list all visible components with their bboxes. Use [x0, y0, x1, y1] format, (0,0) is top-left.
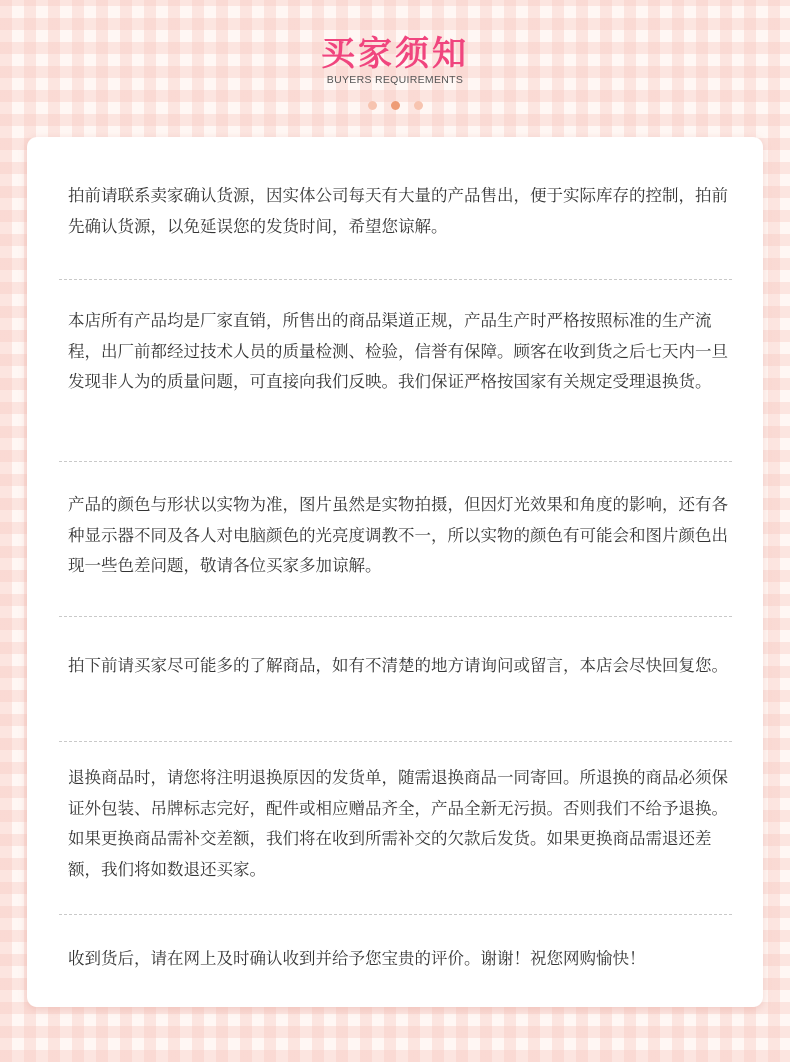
page-subtitle: BUYERS REQUIREMENTS	[326, 74, 464, 86]
section-divider	[59, 741, 732, 742]
notice-section-quality-guarantee: 本店所有产品均是厂家直销，所售出的商品渠道正规，产品生产时严格按照标准的生产流程，出厂前都经过技术人员的质量检测、检验，信誉有保障。顾客在收到货之后七天内一旦发现非人为的质量问题，可直接向我们反映。我们保证严格按国家有关规定受理退换货。	[68, 311, 728, 391]
notice-section-review: 收到货后，请在网上及时确认收到并给予您宝贵的评价。谢谢！祝您网购愉快！	[68, 949, 646, 968]
notice-section-inquiry: 拍下前请买家尽可能多的了解商品，如有不清楚的地方请询问或留言，本店会尽快回复您。	[68, 656, 728, 675]
dot-icon	[414, 101, 423, 110]
section-divider	[59, 279, 732, 280]
notice-card	[27, 137, 763, 1007]
section-divider	[59, 616, 732, 617]
dot-icon	[368, 101, 377, 110]
dot-icon	[391, 101, 400, 110]
notice-section-returns: 退换商品时，请您将注明退换原因的发货单，随需退换商品一同寄回。所退换的商品必须保证外包装、吊牌标志完好，配件或相应赠品齐全，产品全新无污损。否则我们不给予退换。如果更换商品需补交差额，我们将在收到所需补交的欠款后发货。如果更换商品需退还差额，我们将如数退还买家。	[68, 768, 728, 879]
page-title: 买家须知	[321, 34, 469, 74]
decorative-dots	[0, 101, 790, 110]
notice-section-color-difference: 产品的颜色与形状以实物为准，图片虽然是实物拍摄，但因灯光效果和角度的影响，还有各种显示器不同及各人对电脑颜色的光亮度调教不一，所以实物的颜色有可能会和图片颜色出现一些色差问题，敬请各位买家多加谅解。	[68, 495, 728, 575]
section-divider	[59, 461, 732, 462]
notice-section-confirm-stock: 拍前请联系卖家确认货源，因实体公司每天有大量的产品售出，便于实际库存的控制，拍前先确认货源，以免延误您的发货时间，希望您谅解。	[68, 186, 728, 236]
section-divider	[59, 914, 732, 915]
